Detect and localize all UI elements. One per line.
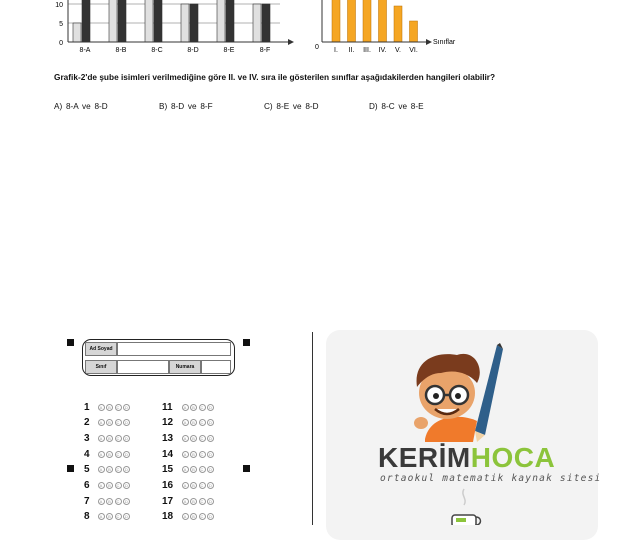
bar — [109, 0, 117, 42]
x-tick-label: 8-E — [223, 47, 235, 54]
question-number: 15 — [162, 464, 174, 476]
x-axis-label: Sınıflar — [433, 39, 456, 46]
form-marker — [243, 465, 250, 472]
answer-bubble[interactable]: A — [98, 404, 105, 411]
answer-bubble[interactable]: B — [106, 466, 113, 473]
answer-bubble[interactable]: D — [123, 498, 130, 505]
answer-row — [84, 400, 130, 414]
answer-bubble[interactable]: B — [190, 435, 197, 442]
bar — [154, 0, 162, 42]
answer-bubble[interactable]: B — [190, 466, 197, 473]
bar — [73, 23, 81, 42]
answer-bubble[interactable]: B — [106, 513, 113, 520]
answer-bubble[interactable]: A — [98, 513, 105, 520]
question-number: 7 — [84, 495, 90, 507]
bar — [379, 0, 387, 42]
question-number: 6 — [84, 480, 90, 491]
mascot-icon — [405, 343, 515, 443]
option-c[interactable]: C) 8-E ve 8-D — [264, 102, 319, 111]
answer-bubble[interactable]: A — [182, 498, 189, 505]
question-number: 8 — [84, 511, 90, 523]
name-field[interactable] — [117, 342, 231, 356]
question-number: 12 — [162, 417, 174, 429]
chart-grafik-1 — [0, 0, 310, 60]
number-field[interactable] — [201, 360, 231, 374]
question-number: 14 — [162, 448, 174, 460]
x-tick-label: 8-A — [79, 47, 91, 54]
x-tick-label: 8-C — [151, 47, 163, 54]
answer-bubble[interactable]: A — [98, 466, 105, 473]
question-number: 13 — [162, 432, 174, 444]
bar — [348, 0, 356, 42]
y-tick-label: 10 — [55, 2, 63, 9]
question-number: 5 — [84, 464, 90, 476]
answer-bubble[interactable]: C — [199, 435, 206, 442]
answer-bubble[interactable]: A — [98, 419, 105, 426]
answer-bubble[interactable]: C — [115, 419, 122, 426]
answer-bubble[interactable]: D — [207, 498, 214, 505]
answer-bubble[interactable]: B — [190, 498, 197, 505]
option-d[interactable]: D) 8-C ve 8-E — [369, 102, 424, 111]
option-a[interactable]: A) 8-A ve 8-D — [54, 102, 108, 111]
answer-bubble[interactable]: D — [123, 419, 130, 426]
option-b[interactable]: B) 8-D ve 8-F — [159, 102, 213, 111]
coffee-cup-icon — [446, 487, 486, 525]
answer-row — [84, 510, 130, 524]
answer-bubble[interactable]: C — [199, 513, 206, 520]
bar — [217, 0, 225, 42]
answer-bubble[interactable]: C — [115, 466, 122, 473]
answer-bubble[interactable]: C — [199, 498, 206, 505]
y-tick-label: 0 — [59, 40, 63, 47]
answer-bubble[interactable]: A — [182, 513, 189, 520]
number-label: Numara — [169, 360, 201, 374]
answer-row — [84, 479, 130, 493]
answer-row — [84, 463, 130, 477]
answer-row — [162, 431, 214, 445]
bar — [253, 4, 261, 42]
answer-bubble[interactable]: B — [106, 482, 113, 489]
class-field[interactable] — [117, 360, 169, 374]
answer-bubble[interactable]: D — [123, 435, 130, 442]
name-label: Ad Soyad — [85, 342, 117, 356]
answer-bubble[interactable]: D — [207, 466, 214, 473]
answer-bubble[interactable]: B — [106, 498, 113, 505]
student-info-box — [82, 339, 235, 376]
question-number: 1 — [84, 401, 90, 413]
answer-bubble[interactable]: D — [207, 482, 214, 489]
x-tick-label: V. — [395, 47, 401, 54]
x-tick-label: III. — [363, 47, 371, 54]
answer-bubble[interactable]: A — [98, 451, 105, 458]
brand-tagline: ortaokul matematik kaynak sitesi — [380, 473, 602, 484]
question-number: 17 — [162, 495, 174, 507]
answer-bubble[interactable]: D — [207, 435, 214, 442]
answer-bubble[interactable]: D — [123, 513, 130, 520]
answer-bubble[interactable]: D — [207, 419, 214, 426]
answer-bubble[interactable]: A — [182, 451, 189, 458]
bar — [410, 21, 418, 42]
answer-bubble[interactable]: C — [199, 404, 206, 411]
column-divider — [312, 332, 313, 525]
brand-name — [378, 442, 555, 474]
answer-bubble[interactable]: A — [182, 466, 189, 473]
x-axis-arrow — [426, 39, 432, 45]
answer-bubble[interactable]: B — [190, 404, 197, 411]
y-tick-label: 5 — [59, 21, 63, 28]
answer-bubble[interactable]: B — [106, 451, 113, 458]
bar — [190, 4, 198, 42]
answer-row — [162, 400, 214, 414]
answer-bubble[interactable]: A — [182, 435, 189, 442]
answer-bubble[interactable]: B — [190, 482, 197, 489]
answer-bubble[interactable]: C — [115, 482, 122, 489]
answer-bubble[interactable]: C — [115, 404, 122, 411]
answer-bubble[interactable]: A — [182, 419, 189, 426]
answer-options — [54, 102, 574, 114]
answer-bubble[interactable]: D — [123, 404, 130, 411]
question-number: 11 — [162, 401, 173, 413]
x-axis-arrow — [288, 39, 294, 45]
x-tick-label: 8-D — [187, 47, 199, 54]
chart-grafik-2 — [310, 0, 470, 60]
answer-bubble[interactable]: D — [207, 513, 214, 520]
brand-name-part1: KERİM — [378, 442, 471, 473]
question-number: 16 — [162, 480, 174, 491]
form-marker — [67, 465, 74, 472]
form-marker — [243, 339, 250, 346]
answer-bubble[interactable]: D — [207, 451, 214, 458]
answer-bubble[interactable]: C — [199, 451, 206, 458]
bar — [145, 0, 153, 42]
answer-bubble[interactable]: D — [123, 482, 130, 489]
answer-row — [162, 447, 214, 461]
question-number: 3 — [84, 432, 90, 444]
answer-bubble[interactable]: B — [190, 513, 197, 520]
answer-row — [162, 479, 214, 493]
bar — [82, 0, 90, 42]
answer-row — [84, 416, 130, 430]
x-tick-label: 8-F — [259, 47, 271, 54]
answer-bubble[interactable]: C — [199, 482, 206, 489]
answer-bubble[interactable]: A — [182, 482, 189, 489]
bar — [181, 4, 189, 42]
bar — [394, 6, 402, 42]
question-number: 2 — [84, 417, 90, 429]
question-number: 18 — [162, 511, 174, 523]
answer-bubble[interactable]: B — [106, 419, 113, 426]
bar — [118, 0, 126, 42]
bar — [332, 0, 340, 42]
answer-bubble[interactable]: B — [106, 435, 113, 442]
question-number: 4 — [84, 448, 90, 460]
answer-bubble[interactable]: A — [98, 435, 105, 442]
answer-bubble[interactable]: A — [182, 404, 189, 411]
bar — [262, 4, 270, 42]
answer-bubble[interactable]: C — [115, 435, 122, 442]
origin-label: 0 — [315, 44, 319, 51]
answer-bubble[interactable]: C — [199, 419, 206, 426]
form-marker — [67, 339, 74, 346]
bar — [226, 0, 234, 42]
answer-bubble[interactable]: A — [98, 482, 105, 489]
x-tick-label: 8-B — [115, 47, 127, 54]
x-tick-label: IV. — [378, 47, 387, 54]
answer-bubble[interactable]: D — [207, 404, 214, 411]
answer-row — [162, 510, 214, 524]
bar — [363, 0, 371, 42]
answer-row — [162, 416, 214, 430]
answer-bubble[interactable]: C — [115, 498, 122, 505]
answer-bubble[interactable]: B — [190, 451, 197, 458]
answer-row — [84, 431, 130, 445]
answer-bubble[interactable]: A — [98, 498, 105, 505]
answer-bubble[interactable]: D — [123, 466, 130, 473]
answer-bubble[interactable]: C — [115, 451, 122, 458]
answer-bubble[interactable]: C — [115, 513, 122, 520]
brand-name-part2: HOCA — [470, 442, 556, 473]
answer-row — [162, 463, 214, 477]
answer-row — [84, 447, 130, 461]
x-tick-label: VI. — [409, 47, 418, 54]
question-text: Grafik-2'de şube isimleri verilmediğine göre II. ve IV. sıra ile gösterilen sınıflar aşağıdakilerden hangileri olabilir? — [54, 72, 496, 82]
answer-row — [162, 494, 214, 508]
answer-bubble[interactable]: B — [106, 404, 113, 411]
class-label: Sınıf — [85, 360, 117, 374]
answer-bubble[interactable]: D — [123, 451, 130, 458]
answer-row — [84, 494, 130, 508]
x-tick-label: II. — [348, 47, 355, 54]
answer-bubble[interactable]: B — [190, 419, 197, 426]
x-tick-label: I. — [334, 47, 338, 54]
answer-bubble[interactable]: C — [199, 466, 206, 473]
